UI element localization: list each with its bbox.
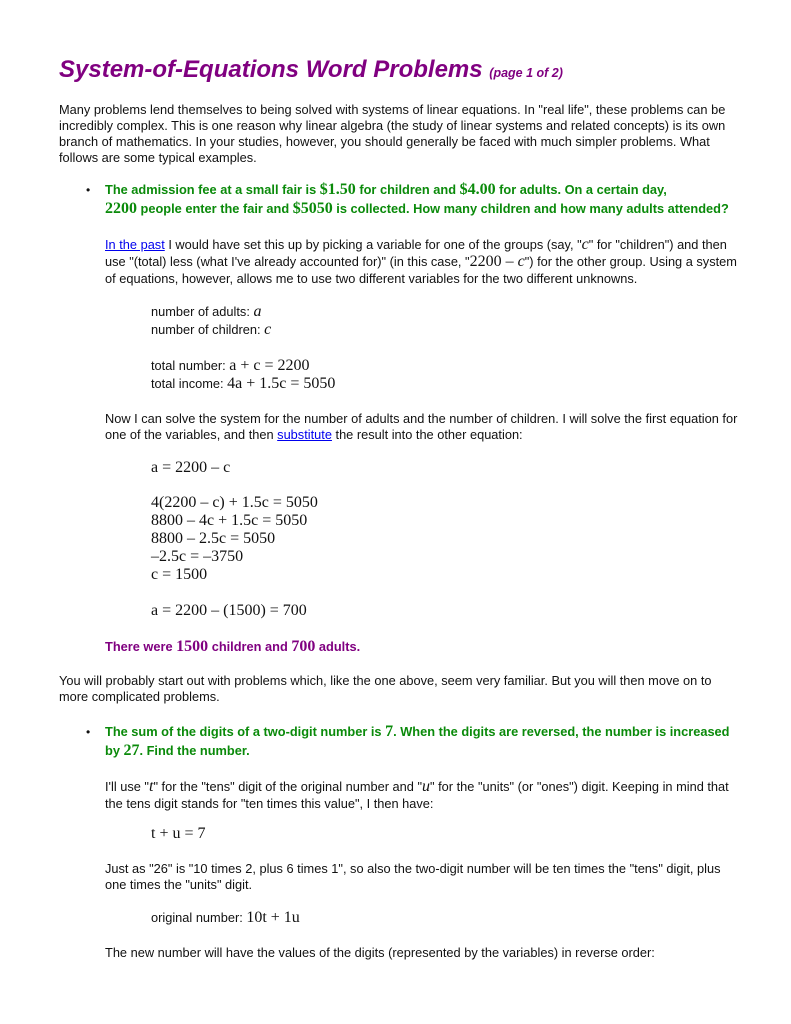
bullet-glyph: • (86, 183, 91, 197)
expression: 2200 – (469, 253, 518, 270)
explanation-text: use "(total) less (what I've already accounted for)" (in this case, " (105, 254, 470, 269)
explanation-text: " for "children") and then (588, 237, 727, 252)
variable-definitions (151, 303, 271, 339)
variable-t: t (148, 778, 154, 795)
problem-text: by (105, 743, 124, 758)
in-the-past-link[interactable]: In the past (105, 237, 165, 252)
total-equation: a + c = 2200 (229, 357, 310, 374)
explanation-text: ") for the other group. Using a system (524, 254, 737, 269)
problem-text: . When the digits are reversed, the number is increased (393, 724, 730, 739)
explanation-text: " for the "tens" digit of the original number and " (153, 779, 423, 794)
intro-paragraph (59, 102, 725, 166)
explanation-text: of equations, however, allows me to use two different variables for the two different unknowns. (105, 271, 638, 286)
transition-line: more complicated problems. (59, 689, 220, 704)
intro-line: follows are some typical examples. (59, 150, 257, 165)
digit-sum: 7 (385, 723, 394, 740)
problem-text: people enter the fair and (137, 201, 293, 216)
problem-1-explanation (105, 236, 737, 287)
step-0: a = 2200 – c (151, 459, 231, 476)
children-count: 1500 (176, 638, 209, 655)
intro-line: branch of mathematics. In your studies, however, you should generally be faced with much simpler problems. What (59, 134, 710, 149)
total-collected: $5050 (292, 200, 333, 217)
new-number-text: The new number will have the values of the digits (represented by the variables) in reverse order: (105, 945, 655, 960)
page-title (59, 56, 563, 84)
original-label: original number: (151, 910, 247, 925)
title-page-indicator: (page 1 of 2) (489, 66, 563, 80)
step-3: 8800 – 2.5c = 5050 (151, 530, 276, 547)
original-number (151, 909, 300, 927)
problem-text: for adults. On a certain day, (495, 182, 667, 197)
adults-count: 700 (291, 638, 316, 655)
income-equation: 4a + 1.5c = 5050 (227, 375, 336, 392)
step-1: 4(2200 – c) + 1.5c = 5050 (151, 494, 318, 511)
total-label: total number: (151, 358, 230, 373)
variable-c: c (581, 236, 589, 253)
intro-line: incredibly complex. This is one reason why linear algebra (the study of linear systems and related concepts) is its own (59, 118, 726, 133)
substitute-link[interactable]: substitute (277, 427, 332, 442)
solve-intro (105, 411, 737, 443)
intro-line: Many problems lend themselves to being solved with systems of linear equations. In "real life", these problems can be (59, 102, 726, 117)
problem-text: is collected. How many children and how many adults attended? (332, 201, 729, 216)
step-6: a = 2200 – (1500) = 700 (151, 602, 307, 619)
explanation-text: " for the "units" (or "ones") digit. Keeping in mind that (430, 779, 729, 794)
answer-text: children and (208, 639, 292, 654)
transition-paragraph (59, 673, 712, 705)
step-4: –2.5c = –3750 (151, 548, 244, 565)
sum-equation: t + u = 7 (151, 825, 206, 842)
problem-text: for children and (355, 182, 460, 197)
income-label: total income: (151, 376, 228, 391)
problem-text: The sum of the digits of a two-digit number is (105, 724, 386, 739)
explanation-text: I would have set this up by picking a variable for one of the groups (say, " (164, 237, 582, 252)
title-main: System-of-Equations Word Problems (59, 56, 483, 83)
children-label: number of children: (151, 322, 265, 337)
problem-text: The admission fee at a small fair is (105, 182, 320, 197)
problem-2-explanation (105, 778, 729, 812)
variable-c: c (517, 253, 525, 270)
original-expression: 10t + 1u (246, 909, 300, 926)
step-2: 8800 – 4c + 1.5c = 5050 (151, 512, 308, 529)
adults-label: number of adults: (151, 304, 254, 319)
adult-fee: $4.00 (459, 181, 496, 198)
people-count: 2200 (105, 200, 137, 217)
equations-setup (151, 357, 335, 393)
answer-text: There were (105, 639, 177, 654)
explanation-text: the tens digit stands for "ten times this value", I then have: (105, 796, 434, 811)
variable-a: a (253, 303, 262, 320)
solution-steps (151, 494, 318, 584)
variable-c: c (264, 321, 272, 338)
step-5: c = 1500 (151, 566, 208, 583)
problem-1-statement (105, 180, 729, 218)
solve-text: Now I can solve the system for the number of adults and the number of children. I will solve the first equation for (105, 411, 738, 426)
problem-text: . Find the number. (139, 743, 250, 758)
variable-u: u (422, 778, 431, 795)
answer-text: adults. (315, 639, 361, 654)
solve-text: one of the variables, and then (105, 427, 278, 442)
just-as-line: Just as "26" is "10 times 2, plus 6 times 1", so also the two-digit number will be ten times the "tens" digit, plus (105, 861, 721, 876)
explanation-text: I'll use " (105, 779, 149, 794)
just-as-paragraph (105, 861, 720, 893)
solve-text: the result into the other equation: (331, 427, 523, 442)
transition-line: You will probably start out with problems which, like the one above, seem very familiar. But you will then move on to (59, 673, 712, 688)
problem-2-statement (105, 722, 730, 760)
answer-1 (105, 638, 360, 656)
increase-amount: 27 (123, 742, 140, 759)
just-as-line: one times the "units" digit. (105, 877, 253, 892)
bullet-glyph: • (86, 725, 91, 739)
child-fee: $1.50 (319, 181, 356, 198)
